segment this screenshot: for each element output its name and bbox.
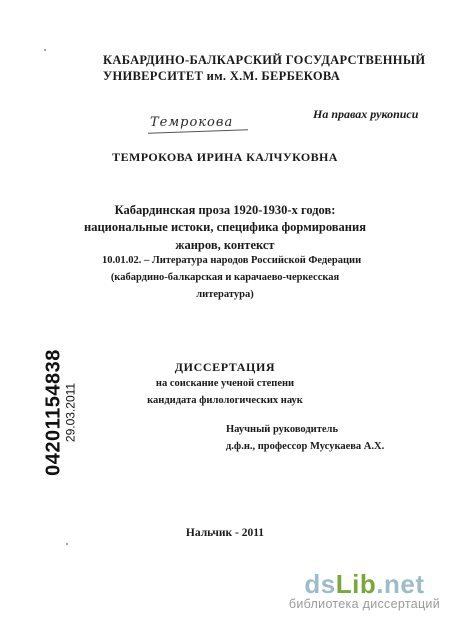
stamp-date: 29.03.2011 <box>63 382 78 443</box>
degree-line1: на соискание ученой степени <box>155 378 295 389</box>
title-line3: жанров, контекст <box>175 238 275 252</box>
author-name: ТЕМРОКОВА ИРИНА КАЛЧУКОВНА <box>112 150 338 164</box>
supervisor-line2: д.ф.н., профессор Мусукаева А.Х. <box>226 441 385 452</box>
dslib-logo: dsLib.net <box>304 569 425 599</box>
title-line2: национальные истоки, специфика формирования <box>84 220 366 234</box>
stamp-code: 04201154838 <box>42 349 65 476</box>
specialty-line1: 10.01.02. – Литература народов Российской Федерации <box>102 255 362 266</box>
title-line1: Кабардинская проза 1920-1930-х годов: <box>114 203 336 217</box>
specialty-line2: (кабардино-балкарская и карачаево-черкесская <box>110 272 340 283</box>
library-stamp <box>43 313 78 513</box>
university-name-line2: УНИВЕРСИТЕТ им. Х.М. БЕРБЕКОВА <box>103 69 341 83</box>
rights-note: На правах рукописи <box>313 107 419 121</box>
city-year: Нальчик - 2011 <box>185 527 265 539</box>
university-name-line1: КАБАРДИНО-БАЛКАРСКИЙ ГОСУДАРСТВЕННЫЙ <box>103 53 426 67</box>
handwritten-signature: Темрокова <box>150 115 234 130</box>
dissertation-heading: ДИССЕРТАЦИЯ <box>174 360 276 374</box>
dslib-watermark <box>289 571 440 611</box>
scan-speck <box>66 543 68 545</box>
specialty-line3: литература) <box>196 289 254 300</box>
supervisor-line1: Научный руководитель <box>226 424 338 435</box>
scan-speck <box>44 49 46 51</box>
dslib-subtitle: библиотека диссертаций <box>288 597 440 611</box>
degree-line2: кандидата филологических наук <box>147 395 303 406</box>
